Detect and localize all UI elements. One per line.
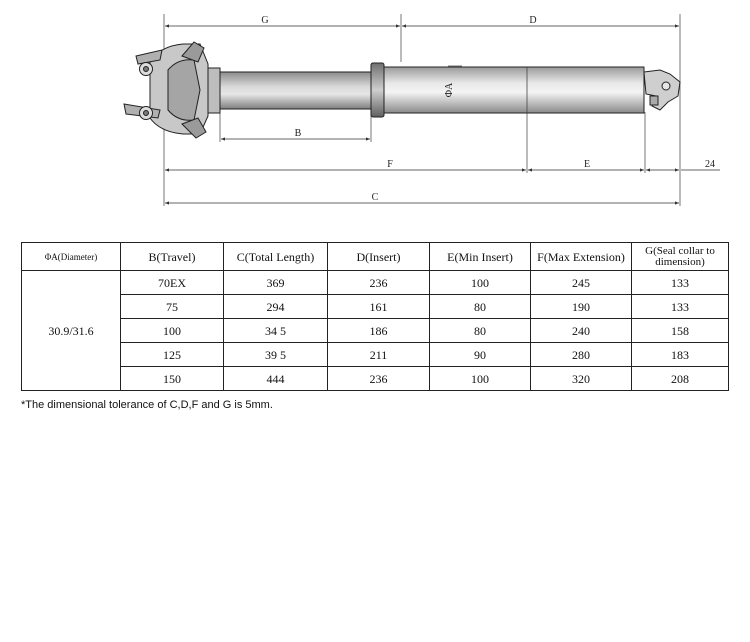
cell-total-length: 369 xyxy=(224,271,328,295)
cell-insert: 186 xyxy=(328,319,430,343)
cell-max-extension: 280 xyxy=(531,343,632,367)
label-offset: 24 xyxy=(705,159,715,170)
cell-min-insert: 80 xyxy=(430,319,531,343)
seatpost-body xyxy=(124,42,680,138)
cell-seal-collar: 208 xyxy=(632,367,729,391)
cell-max-extension: 240 xyxy=(531,319,632,343)
table-row xyxy=(22,295,729,319)
cell-max-extension: 190 xyxy=(531,295,632,319)
cell-seal-collar: 133 xyxy=(632,295,729,319)
label-f: F xyxy=(387,159,393,170)
cell-total-length: 444 xyxy=(224,367,328,391)
spec-table xyxy=(21,242,729,391)
header-seal-collar: G(Seal collar to dimension) xyxy=(632,243,729,271)
header-travel: B(Travel) xyxy=(121,243,224,271)
cell-insert: 211 xyxy=(328,343,430,367)
header-insert: D(Insert) xyxy=(328,243,430,271)
header-min-insert: E(Min Insert) xyxy=(430,243,531,271)
cell-travel: 125 xyxy=(121,343,224,367)
cell-seal-collar: 133 xyxy=(632,271,729,295)
lower-tube xyxy=(382,67,644,113)
cell-travel: 70EX xyxy=(121,271,224,295)
table-row xyxy=(22,271,729,295)
table-row xyxy=(22,319,729,343)
cell-insert: 236 xyxy=(328,271,430,295)
cell-min-insert: 100 xyxy=(430,367,531,391)
seatpost-drawing xyxy=(0,0,750,230)
table-row xyxy=(22,343,729,367)
dimension-lines xyxy=(165,26,720,203)
label-e: E xyxy=(583,159,591,170)
diameter-cell: 30.9/31.6 xyxy=(22,271,121,391)
cell-insert: 161 xyxy=(328,295,430,319)
cell-min-insert: 100 xyxy=(430,271,531,295)
label-g: G xyxy=(261,15,269,26)
header-diameter: ΦA(Diameter) xyxy=(22,243,121,271)
cell-total-length: 294 xyxy=(224,295,328,319)
table-header-row xyxy=(22,243,729,271)
cell-travel: 75 xyxy=(121,295,224,319)
header-total-length: C(Total Length) xyxy=(224,243,328,271)
tolerance-footnote: *The dimensional tolerance of C,D,F and G is 5mm. xyxy=(21,399,273,411)
header-max-extension: F(Max Extension) xyxy=(531,243,632,271)
label-b: B xyxy=(294,128,302,139)
label-diameter: ΦA xyxy=(444,82,455,98)
cell-total-length: 34 5 xyxy=(224,319,328,343)
label-d: D xyxy=(529,15,537,26)
cell-insert: 236 xyxy=(328,367,430,391)
label-c: C xyxy=(371,192,379,203)
cell-seal-collar: 183 xyxy=(632,343,729,367)
cell-min-insert: 80 xyxy=(430,295,531,319)
cell-max-extension: 320 xyxy=(531,367,632,391)
upper-tube xyxy=(218,72,372,109)
cell-travel: 150 xyxy=(121,367,224,391)
cell-total-length: 39 5 xyxy=(224,343,328,367)
cell-min-insert: 90 xyxy=(430,343,531,367)
cell-max-extension: 245 xyxy=(531,271,632,295)
seal-collar xyxy=(371,63,384,117)
cell-seal-collar: 158 xyxy=(632,319,729,343)
table-row xyxy=(22,367,729,391)
cable-actuator xyxy=(644,70,680,110)
cell-travel: 100 xyxy=(121,319,224,343)
